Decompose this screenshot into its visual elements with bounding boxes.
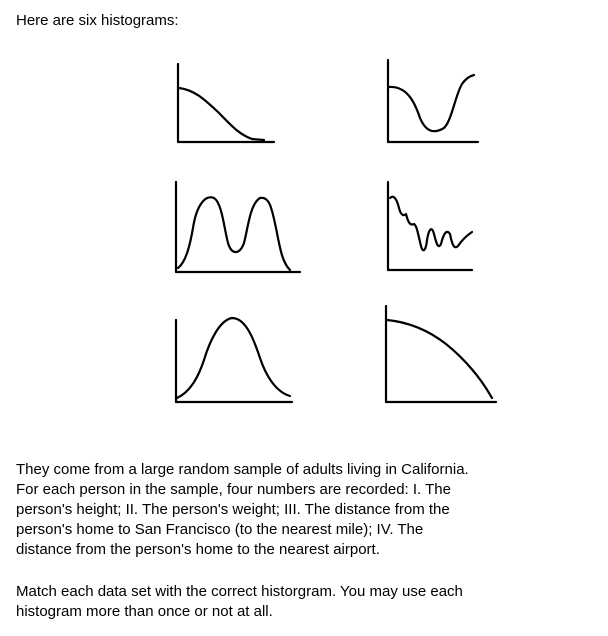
instructions-line-2: histogram more than once or not at all.	[16, 603, 273, 620]
description-paragraph	[16, 460, 596, 560]
histogram-1-curve	[179, 88, 264, 140]
description-line-1: They come from a large random sample of adults living in California.	[16, 461, 469, 478]
instructions-paragraph	[16, 582, 596, 622]
instructions-line-1: Match each data set with the correct historgram. You may use each	[16, 583, 463, 600]
histogram-4-curve	[390, 197, 472, 251]
histogram-3	[176, 182, 300, 272]
histogram-6	[386, 306, 496, 402]
histogram-3-curve	[178, 197, 290, 270]
histogram-3-axes	[176, 182, 300, 272]
histogram-5	[176, 318, 292, 402]
intro-text: Here are six histograms:	[16, 12, 179, 29]
description-line-2: For each person in the sample, four numbers are recorded: I. The	[16, 481, 451, 498]
histogram-6-axes	[386, 306, 496, 402]
histogram-5-curve	[177, 318, 290, 398]
description-line-3: person's height; II. The person's weight; III. The distance from the	[16, 501, 450, 518]
histogram-4	[388, 182, 472, 270]
description-line-5: distance from the person's home to the nearest airport.	[16, 541, 380, 558]
histogram-4-axes	[388, 182, 472, 270]
histogram-6-curve	[387, 320, 492, 398]
histogram-1	[178, 64, 274, 142]
histogram-2-axes	[388, 60, 478, 142]
description-line-4: person's home to San Francisco (to the nearest mile); IV. The	[16, 521, 424, 538]
histogram-2-curve	[389, 75, 474, 131]
histogram-1-axes	[178, 64, 274, 142]
histogram-5-axes	[176, 320, 292, 402]
histogram-2	[388, 60, 478, 142]
